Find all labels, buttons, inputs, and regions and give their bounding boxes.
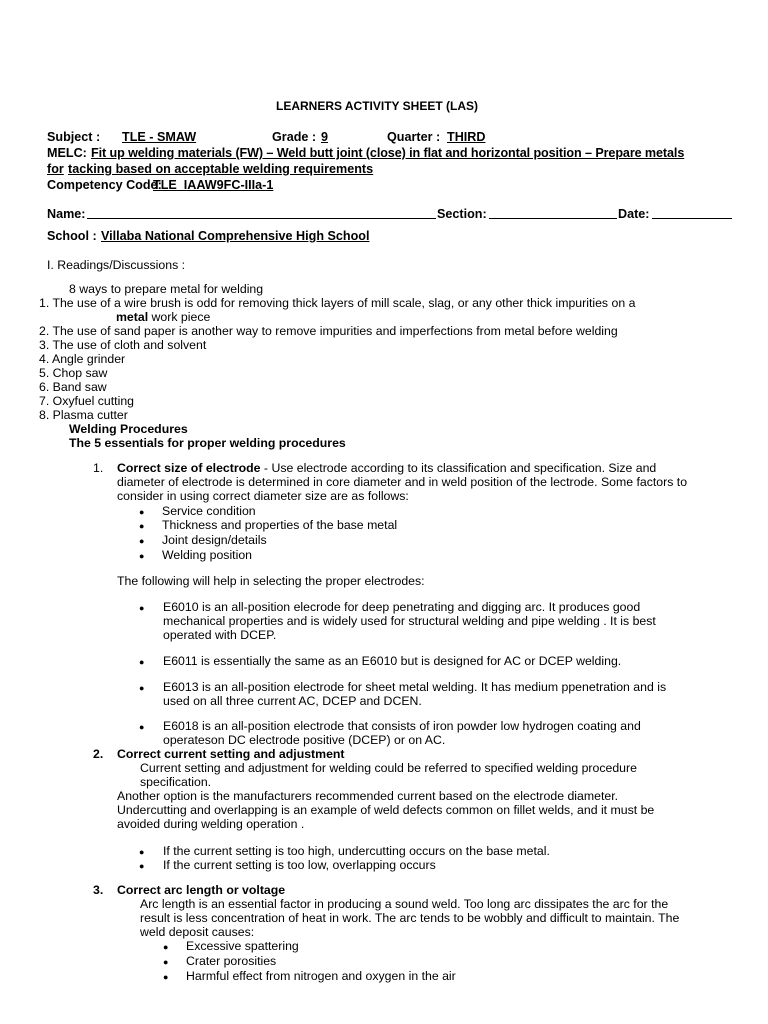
- s1-bullet-4: Welding position: [162, 548, 253, 562]
- e6010-line3: operated with DCEP.: [163, 628, 277, 642]
- quarter-label: Quarter :: [387, 130, 441, 144]
- bullet-icon: ●: [139, 861, 145, 871]
- readings-item-6: 6. Band saw: [39, 380, 107, 394]
- melc-label: MELC:: [47, 146, 87, 160]
- s3-bullet-3: Harmful effect from nitrogen and oxygen in the air: [186, 969, 456, 983]
- name-field[interactable]: [87, 207, 436, 219]
- grade-value: 9: [321, 130, 329, 144]
- s3-bullet-2: Crater porosities: [186, 954, 277, 968]
- bullet-icon: ●: [163, 942, 169, 952]
- competency-label: Competency Code:: [47, 178, 162, 192]
- s3-p1-line3: weld deposit causes:: [140, 925, 255, 939]
- e6010-line2: mechanical properties and is widely used for structural welding and pipe welding . It is best: [163, 614, 656, 628]
- melc-text-line2a: for: [47, 162, 64, 176]
- bullet-icon: ●: [139, 722, 145, 732]
- bullet-icon: ●: [139, 847, 145, 857]
- document-title: LEARNERS ACTIVITY SHEET (LAS): [276, 99, 479, 113]
- subject-label: Subject :: [47, 130, 101, 144]
- bullet-icon: ●: [139, 551, 145, 561]
- name-label: Name:: [47, 207, 86, 221]
- s1-line1: [117, 461, 656, 475]
- section-field[interactable]: [489, 207, 617, 219]
- s3-number: 3.: [93, 883, 104, 897]
- s1-title: Correct size of electrode: [117, 461, 261, 475]
- e6018-line1: E6018 is an all-position electrode that consists of iron powder low hydrogen coating and: [163, 719, 641, 733]
- s2-p2-line2: Undercutting and overlapping is an example of weld defects common on fillet welds, and it must be: [117, 803, 655, 817]
- bullet-icon: ●: [139, 683, 145, 693]
- school-label: School :: [47, 229, 97, 243]
- s2-p1-line2: specification.: [140, 775, 212, 789]
- melc-text-line2b: tacking based on acceptable welding requirements: [68, 162, 374, 176]
- metal-rest: work piece: [148, 310, 211, 324]
- s1-bullet-1: Service condition: [162, 504, 256, 518]
- s2-p1-line1: Current setting and adjustment for welding could be referred to specified welding procedure: [140, 761, 637, 775]
- e6011-line: E6011 is essentially the same as an E6010 but is designed for AC or DCEP welding.: [163, 654, 622, 668]
- readings-item-5: 5. Chop saw: [39, 366, 108, 380]
- readings-intro: 8 ways to prepare metal for welding: [69, 282, 264, 296]
- e6013-line1: E6013 is an all-position electrode for sheet metal welding. It has medium ppenetration and is: [163, 680, 667, 694]
- date-field[interactable]: [652, 207, 732, 219]
- grade-label: Grade :: [272, 130, 317, 144]
- readings-item-3: 3. The use of cloth and solvent: [39, 338, 207, 352]
- s3-p1-line2: result is less concentration of heat in work. The arc tends to be wobbly and difficult to maintain. The: [140, 911, 680, 925]
- s2-p2-line1: Another option is the manufacturers recommended current based on the electrode diameter.: [117, 789, 619, 803]
- section-label: Section:: [437, 207, 487, 221]
- melc-text-line1: Fit up welding materials (FW) – Weld butt joint (close) in flat and horizontal position – Prepare metals: [91, 146, 685, 160]
- s1-line1-rest: - Use electrode according to its classification and specification. Size and: [260, 461, 657, 475]
- s2-bullet-2: If the current setting is too low, overlapping occurs: [163, 858, 436, 872]
- bullet-icon: ●: [163, 957, 169, 967]
- subject-value: TLE - SMAW: [122, 130, 197, 144]
- procedures-heading: Welding Procedures: [69, 422, 188, 436]
- s2-bullet-1: If the current setting is too high, undercutting occurs on the base metal.: [163, 844, 550, 858]
- bullet-icon: ●: [139, 603, 145, 613]
- s3-title: Correct arc length or voltage: [117, 883, 286, 897]
- readings-item-4: 4. Angle grinder: [39, 352, 126, 366]
- bullet-icon: ●: [139, 507, 145, 517]
- quarter-value: THIRD: [447, 130, 486, 144]
- s2-number: 2.: [93, 747, 104, 761]
- readings-item-1: 1. The use of a wire brush is odd for removing thick layers of mill scale, slag, or any other thick impurities on a: [39, 296, 636, 310]
- readings-item-7: 7. Oxyfuel cutting: [39, 394, 135, 408]
- e6018-line2: operateson DC electrode positive (DCEP) or on AC.: [163, 733, 446, 747]
- s1-bullet-3: Joint design/details: [162, 533, 267, 547]
- bullet-icon: ●: [139, 657, 145, 667]
- bullet-icon: ●: [139, 521, 145, 531]
- bullet-icon: ●: [139, 536, 145, 546]
- competency-value: TLE_IAAW9FC-IIIa-1: [153, 178, 274, 192]
- s1-line2: diameter of electrode is determined in core diameter and in weld position of the lectrode. Some factors to: [117, 475, 688, 489]
- s1-bullet-2: Thickness and properties of the base metal: [162, 518, 398, 532]
- readings-item-8: 8. Plasma cutter: [39, 408, 128, 422]
- s2-p2-line3: avoided during welding operation .: [117, 817, 305, 831]
- procedures-subheading: The 5 essentials for proper welding procedures: [69, 436, 346, 450]
- e6013-line2: used on all three current AC, DCEP and DCEN.: [163, 694, 422, 708]
- bullet-icon: ●: [163, 972, 169, 982]
- s2-title: Correct current setting and adjustment: [117, 747, 345, 761]
- readings-item-1-cont: [116, 310, 210, 324]
- metal-word: metal: [116, 310, 149, 324]
- s1-number: 1.: [93, 461, 104, 475]
- school-value: Villaba National Comprehensive High School: [101, 229, 370, 243]
- s1-following: The following will help in selecting the proper electrodes:: [117, 574, 425, 588]
- date-label: Date:: [618, 207, 650, 221]
- readings-item-2: 2. The use of sand paper is another way to remove impurities and imperfections from metal before welding: [39, 324, 618, 338]
- s3-bullet-1: Excessive spattering: [186, 939, 299, 953]
- e6010-line1: E6010 is an all-position elecrode for deep penetrating and digging arc. It produces good: [163, 600, 641, 614]
- readings-heading: I. Readings/Discussions :: [47, 258, 186, 272]
- s1-line3: consider in using correct diameter size are as follows:: [117, 489, 409, 503]
- s3-p1-line1: Arc length is an essential factor in producing a sound weld. Too long arc dissipates the arc for the: [140, 897, 669, 911]
